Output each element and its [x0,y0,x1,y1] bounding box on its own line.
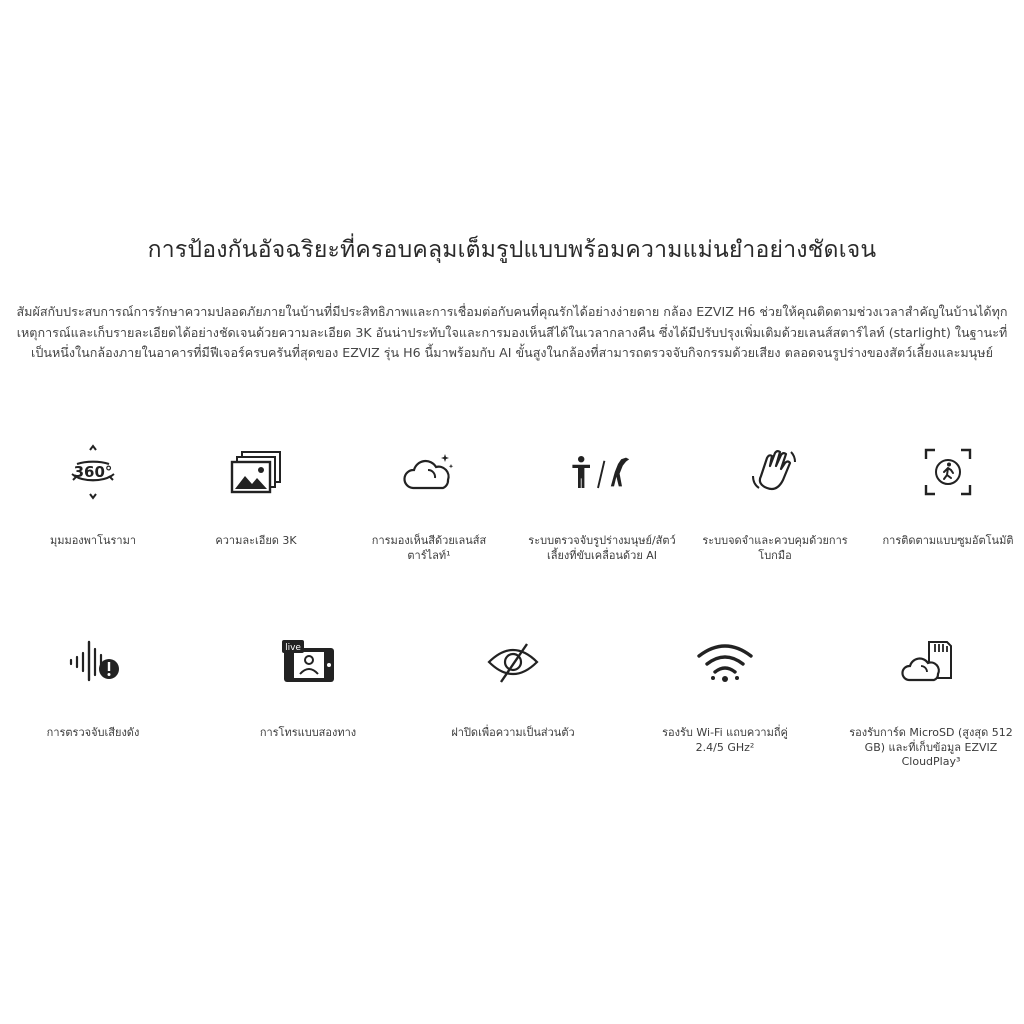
feature-label: ระบบตรวจจับรูปร่างมนุษย์/สัตว์เลี้ยงที่ขับเคลื่อนด้วย AI [528,534,676,562]
feature-label: รองรับการ์ด MicroSD (สูงสุด 512 GB) และที่เก็บข้อมูล EZVIZ CloudPlay³ [849,726,1013,768]
live-badge: live [285,643,301,653]
human-pet-detection-icon [570,440,634,504]
privacy-eye-icon [481,630,545,694]
night-cloud-icon [397,440,461,504]
sound-alert-icon [61,630,125,694]
panorama-badge: 360° [73,463,113,481]
feature-label: มุมมองพาโนรามา [49,534,137,547]
image-resolution-icon [224,440,288,504]
microsd-cloud-icon [899,630,963,694]
wifi-icon [693,630,757,694]
feature-label: รองรับ Wi-Fi แถบความถี่คู่ 2.4/5 GHz² [662,726,788,754]
feature-label: ความละเอียด 3K [215,534,297,547]
auto-tracking-icon [916,440,980,504]
feature-label: การตรวจจับเสียงดัง [46,726,140,739]
two-way-call-icon [276,630,340,694]
feature-label: การโทรแบบสองทาง [259,726,357,739]
section-description: สัมผัสกับประสบการณ์การรักษาความปลอดภัยภายในบ้านที่มีประสิทธิภาพและการเชื่อมต่อกับคนที่คุณรักได้อย่างง่ายดาย กล้อง EZVIZ H6 ช่วยให้คุณติดตามช่วงเวลาสำคัญในบ้านได้ทุกเหตุการณ์และเก็บรายละเอียดได้อย่างชัดเจนด้วยความละเอียด 3K อันน่าประทับใจและการมองเห็นสีได้ในเวลากลางคืน ซึ่งได้มีปรับปรุงเพิ่มเติมด้วยเลนส์สตาร์ไลท์ (starlight) ในฐานะที่เป็นหนึ่งในกล้องภายในอาคารที่มีฟีเจอร์ครบครันที่สุดของ EZVIZ รุ่น H6 นี้มาพร้อมกับ AI ขั้นสูงในกล้องที่สามารถตรวจจับกิจกรรมด้วยเสียง ตลอดจนรูปร่างของสัตว์เลี้ยงและมนุษย์ [16,304,1008,360]
feature-label: ระบบจดจำและควบคุมด้วยการโบกมือ [702,534,848,562]
section-title: การป้องกันอัจฉริยะที่ครอบคลุมเต็มรูปแบบพร้อมความแม่นยำอย่างชัดเจน [147,237,877,263]
feature-label: การมองเห็นสีด้วยเลนส์สตาร์ไลท์¹ [371,534,487,562]
feature-label: การติดตามแบบซูมอัตโนมัติ [882,534,1014,547]
feature-label: ฝาปิดเพื่อความเป็นส่วนตัว [451,726,575,739]
hand-wave-icon [743,440,807,504]
panorama-360-icon [61,440,125,504]
